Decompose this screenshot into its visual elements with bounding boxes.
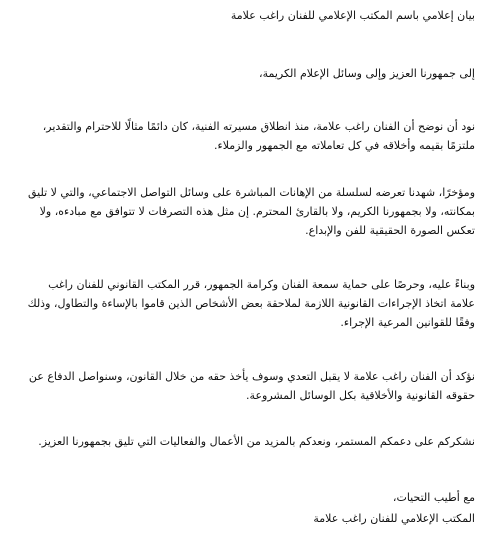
paragraph-thanks: نشكركم على دعمكم المستمر، ونعدكم بالمزيد من الأعمال والفعاليات التي تليق بجمهورنا العزيز. [38, 435, 475, 448]
signature-line: المكتب الإعلامي للفنان راغب علامة [313, 512, 475, 525]
paragraph-legal-action: وبناءً عليه، وحرصًا على حماية سمعة الفنان وكرامة الجمهور، قرر المكتب القانوني للفنان راغب علامة اتخاذ الإجراءات القانونية اللازمة لملاحقة بعض الأشخاص الذين قاموا بالإساءة والتطاول، وذلك وفقًا للقوانين المرعية الإجراء. [27, 278, 475, 329]
paragraph-rights: نؤكد أن الفنان راغب علامة لا يقبل التعدي وسوف يأخذ حقه من خلال القانون، وسنواصل الدفاع عن حقوقه القانونية والأخلاقية بكل الوسائل المشروعة. [28, 370, 475, 402]
closing-line: مع أطيب التحيات، [392, 491, 475, 504]
paragraph-insults: ومؤخرًا، شهدنا تعرضه لسلسلة من الإهانات المباشرة على وسائل التواصل الاجتماعي، والتي لا تليق بمكانته، ولا بجمهورنا الكريم، ولا بالقارئ المحترم. إن مثل هذه التصرفات لا تتوافق مع مبادءه، ولا تعكس الصورة الحقيقية للفن والإبداع. [27, 186, 475, 237]
paragraph-intro: نود أن نوضح أن الفنان راغب علامة، منذ انطلاق مسيرته الفنية، كان دائمًا مثالًا للاحترام والتقدير، ملتزمًا بقيمه وأخلاقه في كل تعاملاته مع الجمهور والزملاء. [42, 120, 475, 152]
statement-title: بيان إعلامي باسم المكتب الإعلامي للفنان راغب علامة [230, 9, 475, 22]
greeting-line: إلى جمهورنا العزيز وإلى وسائل الإعلام الكريمة، [259, 67, 475, 80]
